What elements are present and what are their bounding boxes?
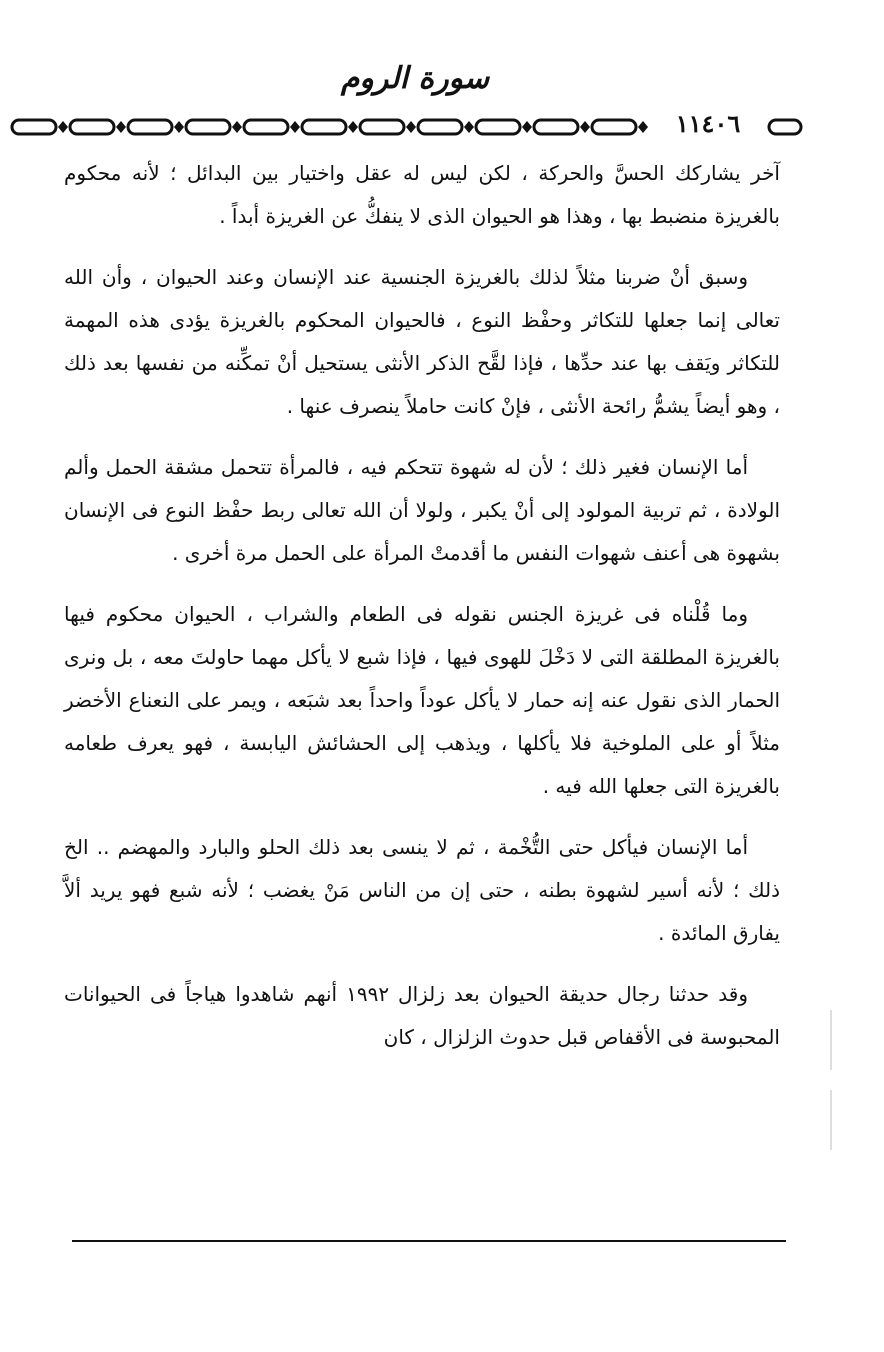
footer-divider: [72, 1240, 786, 1242]
paragraph: وقد حدثنا رجال حديقة الحيوان بعد زلزال ١٩٩٢ أنهم شاهدوا هياجاً فى الحيوانات المحبوسة فى الأقفاص قبل حدوث الزلزال ، كان: [64, 982, 780, 1049]
ornament-end-cap-icon: [766, 116, 804, 138]
page-number: ١١٤٠٦: [675, 109, 741, 138]
margin-scan-mark: [830, 1010, 832, 1150]
chain-ornament-icon: [10, 114, 652, 140]
paragraph: آخر يشاركك الحسَّ والحركة ، لكن ليس له عقل واختيار بين البدائل ؛ لأنه محكوم بالغريزة منضبط بها ، وهذا هو الحيوان الذى لا ينفكُّ عن الغريزة أبداً .: [64, 161, 780, 228]
paragraph: وما قُلْناه فى غريزة الجنس نقوله فى الطعام والشراب ، الحيوان محكوم فيها بالغريزة المطلقة التى لا دَخْلَ للهوى فيها ، فإذا شبع لا يأكل مهما حاولتَ معه ، بل ونرى الحمار الذى نقول عنه إنه حمار لا يأكل عوداً واحداً بعد شبَعه ، ويمر على النعناع الأخضر مثلاً أو على الملوخية فلا يأكلها ، ويذهب إلى الحشائش اليابسة ، فهو يعرف طعامه بالغريزة التى جعلها الله فيه .: [64, 602, 780, 798]
body-text: [64, 152, 780, 1077]
paragraph: أما الإنسان فيأكل حتى التُّخْمة ، ثم لا ينسى بعد ذلك الحلو والبارد والمهضم .. الخ ذلك ؛ لأنه أسير لشهوة بطنه ، حتى إن من الناس مَنْ يغضب ؛ لأنه شبع فهو يريد ألاَّ يفارق المائدة .: [64, 835, 780, 945]
surah-title: سورة الروم: [340, 61, 490, 96]
paragraph: أما الإنسان فغير ذلك ؛ لأن له شهوة تتحكم فيه ، فالمرأة تتحمل مشقة الحمل وألم الولادة ، ثم تربية المولود إلى أنْ يكبر ، ولولا أن الله تعالى ربط حفْظ النوع فى الإنسان بشهوة هى أعنف شهوات النفس ما أقدمتْ المرأة على الحمل مرة أخرى .: [64, 455, 780, 565]
paragraph: وسبق أنْ ضربنا مثلاً لذلك بالغريزة الجنسية عند الإنسان وعند الحيوان ، وأن الله تعالى إنما جعلها للتكاثر وحفْظ النوع ، فالحيوان المحكوم بالغريزة يؤدى هذه المهمة للتكاثر ويَقف بها عند حدِّها ، فإذا لقَّح الذكر الأنثى يستحيل أنْ تمكِّنه من نفسها بعد ذلك ، وهو أيضاً يشمُّ رائحة الأنثى ، فإنْ كانت حاملاً ينصرف عنها .: [64, 265, 780, 418]
